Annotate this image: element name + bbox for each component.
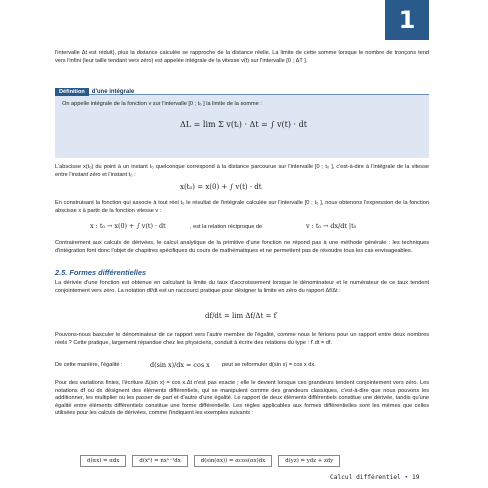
- section-paragraph: La dérivée d'une fonction est obtenue en calculant la limite du taux d'accroissement lorsque le dénominateur et le numérateur de ce taux tendent conjointement vers zéro. La notation df/dt est un raccourci pratique pour désigner la limite en zéro du rapport Δf/Δt :: [55, 280, 429, 294]
- page-number: 19: [411, 474, 420, 481]
- footer-separator: •: [404, 474, 409, 481]
- abscissa-equation: x(t₀) = x(0) + ∫ v(t) · dt: [180, 183, 262, 191]
- chapter-badge: 1: [385, 0, 429, 40]
- function-paragraph: En construisant la fonction qui associe à tout réel t₀ le résultat de l'intégrale calculée sur l'intervalle [0 ; t₀ ], nous obtenons l'expression de la fonction abscisse x à partir de la fonction vitesse v :: [55, 200, 429, 214]
- abscissa-paragraph: L'abscisse x(t₀) du point à un instant t₀ quelconque correspond à la distance parcourue sur l'intervalle [0 ; t₀ ], c'est-à-dire à l'intégrale de la vitesse entre l'instant zéro et l'instant t₀ :: [55, 164, 429, 178]
- definition-text: On appelle intégrale de la fonction v sur l'intervalle [0 ; t₀ ] la limite de la somme :: [62, 101, 262, 107]
- variations-paragraph: Pour des variations finies, l'écriture Δ(sin x) = cos x.Δt n'est pas exacte ; elle le devient lorsque ces grandeurs tendent conjointement vers zéro. Les notations df ou dx désignent des éléments différentiels, qui se manipulent comme des grandeurs classiques, c'est-à-dire que nous pouvons les additionner, les multiplier ou les passer de part et d'autre d'une égalité. Le rapport de deux éléments différentiels constitue une dérivée, tandis qu'une égalité entre éléments différentiels constitue une forme différentielle. Les règles applicables aux formes différentielles sont les mêmes que celles utilisées pour les calculs de dérivées, comme l'indiquent les exemples suivants :: [55, 380, 429, 417]
- example-line-start: De cette manière, l'égalité :: [55, 362, 123, 368]
- example-box: d(yz) = ydz + zdy: [278, 455, 340, 467]
- definition-title: d'une intégrale: [91, 88, 135, 95]
- footer-title: Calcul différentiel: [330, 474, 401, 481]
- example-box: d(sin(αx)) = αcos(αx)dx: [194, 455, 273, 467]
- definition-header: [55, 87, 134, 96]
- contrast-paragraph: Contrairement aux calculs de dérivées, le calcul analytique de la primitive d'une fonction ne répond pas à une méthode générale : les techniques d'intégration font donc l'objet de chapitres spécifiques du cours de mathématiques et ne permettent pas de résoudre tous les cas envisageables.: [55, 240, 429, 254]
- examples-row: [80, 455, 340, 467]
- derivative-equation: df/dt = lim Δf/Δt = f′: [205, 312, 278, 320]
- function-equation-mid: , est la relation réciproque de: [190, 224, 263, 230]
- section-title: 2.5. Formes différentielles: [55, 268, 147, 277]
- intro-paragraph: l'intervalle Δt est réduit), plus la distance calculée se rapproche de la distance réelle. La limite de cette somme lorsque le nombre de tronçons tend vers l'infini (leur taille tendant vers zéro) est appelée intégrale de la vitesse v(t) sur l'intervalle [0 ; ΔT ].: [55, 50, 429, 64]
- example-equation: d(sin x)/dx = cos x: [150, 361, 210, 369]
- definition-equation: ΔL = lim Σ v(tᵢ) · Δt = ∫ v(t) · dt: [180, 120, 307, 129]
- function-equation-right: v : t₀ → dx/dt |t₀: [306, 222, 357, 230]
- example-box: d(xⁿ) = nxⁿ⁻¹dx: [132, 455, 187, 467]
- multiply-paragraph: Pouvons-nous basculer le dénominateur de ce rapport vers l'autre membre de l'égalité, comme nous le ferions pour un rapport entre deux nombres réels ? Cette pratique, largement répandue chez les physiciens, conduit à écrire des relations du type : f′.dt = df.: [55, 332, 429, 346]
- example-box: d(αx) = αdx: [80, 455, 126, 467]
- page-footer: [330, 474, 419, 481]
- example-line-end: peut se reformuler d(sin x) = cos x dx.: [222, 362, 316, 368]
- definition-tag: Définition: [55, 88, 89, 96]
- function-equation-left: x : t₀ → x(0) + ∫ v(t) · dt: [90, 222, 166, 230]
